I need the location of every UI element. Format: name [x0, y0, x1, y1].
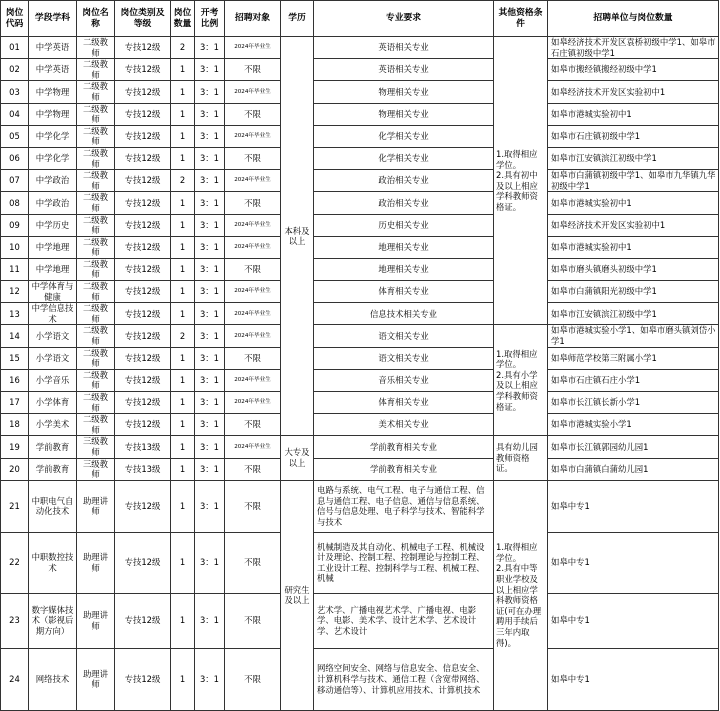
cell-ratio: 3：1 — [195, 648, 225, 710]
cell-units: 如皋市港城实验初中1 — [548, 192, 719, 214]
cell-target: 不限 — [225, 532, 281, 593]
cell-count: 1 — [171, 593, 195, 648]
table-row — [1, 170, 719, 192]
table-row — [1, 593, 719, 648]
cell-name: 二级教师 — [77, 392, 115, 414]
cell-code: 02 — [1, 59, 29, 81]
cell-target: 不限 — [225, 147, 281, 169]
header-target: 招聘对象 — [225, 1, 281, 37]
cell-major: 音乐相关专业 — [314, 369, 494, 391]
table-row — [1, 414, 719, 436]
cell-count: 1 — [171, 303, 195, 325]
cell-name: 二级教师 — [77, 81, 115, 103]
cell-target: 2024年毕业生 — [225, 37, 281, 59]
cell-major: 化学相关专业 — [314, 125, 494, 147]
cell-grade: 专技12级 — [115, 369, 171, 391]
table-row — [1, 281, 719, 303]
cell-ratio: 3：1 — [195, 214, 225, 236]
cell-subject: 中职数控技术 — [29, 532, 77, 593]
cell-subject: 小学体育 — [29, 392, 77, 414]
cell-code: 16 — [1, 369, 29, 391]
cell-units: 如皋市白蒲镇白蒲幼儿园1 — [548, 458, 719, 480]
cell-major: 美术相关专业 — [314, 414, 494, 436]
cell-grade: 专技12级 — [115, 414, 171, 436]
header-code: 岗位代码 — [1, 1, 29, 37]
cell-units: 如皋中专1 — [548, 593, 719, 648]
cell-units: 如皋市港城实验初中1 — [548, 236, 719, 258]
header-qualification: 其他资格条件 — [494, 1, 548, 37]
cell-subject: 中职电气自动化技术 — [29, 480, 77, 532]
table-row — [1, 125, 719, 147]
cell-qualification: 1.取得相应学位。 2.具有小学及以上相应学科教师资格证。 — [494, 325, 548, 436]
cell-subject: 学前教育 — [29, 436, 77, 458]
cell-ratio: 3：1 — [195, 325, 225, 347]
table-row — [1, 648, 719, 710]
cell-subject: 小学语文 — [29, 325, 77, 347]
cell-count: 1 — [171, 414, 195, 436]
cell-units: 如皋市白蒲镇阳光初级中学1 — [548, 281, 719, 303]
cell-units: 如皋市磨头镇磨头初级中学1 — [548, 258, 719, 280]
table-row — [1, 103, 719, 125]
cell-code: 04 — [1, 103, 29, 125]
cell-count: 1 — [171, 458, 195, 480]
cell-target: 不限 — [225, 480, 281, 532]
cell-code: 14 — [1, 325, 29, 347]
cell-major: 机械制造及其自动化、机械电子工程、机械设计及理论、控制工程、控制理论与控制工程、工业设计工程、控制科学与工程、机械工程、机械 — [314, 532, 494, 593]
cell-code: 03 — [1, 81, 29, 103]
cell-count: 1 — [171, 392, 195, 414]
cell-subject: 中学化学 — [29, 147, 77, 169]
cell-count: 2 — [171, 37, 195, 59]
cell-subject: 中学物理 — [29, 81, 77, 103]
cell-count: 1 — [171, 192, 195, 214]
cell-major: 政治相关专业 — [314, 192, 494, 214]
cell-target: 不限 — [225, 192, 281, 214]
cell-units: 如皋市江安镇滨江初级中学1 — [548, 147, 719, 169]
cell-major: 地理相关专业 — [314, 258, 494, 280]
cell-count: 1 — [171, 147, 195, 169]
table-row — [1, 303, 719, 325]
cell-subject: 中学体育与健康 — [29, 281, 77, 303]
cell-code: 10 — [1, 236, 29, 258]
cell-grade: 专技12级 — [115, 125, 171, 147]
cell-count: 2 — [171, 325, 195, 347]
cell-ratio: 3：1 — [195, 103, 225, 125]
cell-subject: 小学音乐 — [29, 369, 77, 391]
header-subject: 学段学科 — [29, 1, 77, 37]
table-row — [1, 147, 719, 169]
cell-code: 15 — [1, 347, 29, 369]
cell-units: 如皋市长江镇郭园幼儿园1 — [548, 436, 719, 458]
cell-name: 二级教师 — [77, 125, 115, 147]
cell-grade: 专技12级 — [115, 214, 171, 236]
cell-name: 二级教师 — [77, 369, 115, 391]
cell-target: 不限 — [225, 414, 281, 436]
cell-ratio: 3：1 — [195, 347, 225, 369]
cell-major: 信息技术相关专业 — [314, 303, 494, 325]
cell-grade: 专技12级 — [115, 303, 171, 325]
cell-target: 2024年毕业生 — [225, 392, 281, 414]
header-row — [1, 1, 719, 37]
cell-units: 如皋市白蒲镇初级中学1、如皋市九华镇九华初级中学1 — [548, 170, 719, 192]
cell-count: 1 — [171, 436, 195, 458]
table-row — [1, 532, 719, 593]
cell-count: 1 — [171, 281, 195, 303]
cell-units: 如皋经济技术开发区袁桥初级中学1、如皋市石庄镇初级中学1 — [548, 37, 719, 59]
cell-ratio: 3：1 — [195, 593, 225, 648]
cell-grade: 专技12级 — [115, 170, 171, 192]
table-row — [1, 59, 719, 81]
cell-count: 1 — [171, 369, 195, 391]
cell-code: 12 — [1, 281, 29, 303]
cell-major: 英语相关专业 — [314, 59, 494, 81]
cell-count: 1 — [171, 59, 195, 81]
cell-education: 大专及以上 — [281, 436, 314, 480]
cell-ratio: 3：1 — [195, 192, 225, 214]
table-row — [1, 480, 719, 532]
cell-ratio: 3：1 — [195, 170, 225, 192]
cell-code: 22 — [1, 532, 29, 593]
table-row — [1, 37, 719, 59]
cell-qualification: 1.取得相应学位。 2.具有中等职业学校及以上相应学科教师资格证(可在办理聘用手续后三年内取得)。 — [494, 480, 548, 710]
cell-name: 二级教师 — [77, 258, 115, 280]
table-row — [1, 325, 719, 347]
cell-target: 不限 — [225, 258, 281, 280]
cell-major: 语文相关专业 — [314, 325, 494, 347]
cell-code: 01 — [1, 37, 29, 59]
cell-subject: 中学政治 — [29, 170, 77, 192]
cell-ratio: 3：1 — [195, 458, 225, 480]
cell-name: 二级教师 — [77, 147, 115, 169]
cell-name: 二级教师 — [77, 236, 115, 258]
header-name: 岗位名称 — [77, 1, 115, 37]
cell-name: 助理讲师 — [77, 532, 115, 593]
cell-code: 24 — [1, 648, 29, 710]
cell-name: 二级教师 — [77, 325, 115, 347]
cell-units: 如皋市长江镇长新小学1 — [548, 392, 719, 414]
cell-target: 不限 — [225, 648, 281, 710]
cell-name: 二级教师 — [77, 37, 115, 59]
header-major: 专业要求 — [314, 1, 494, 37]
cell-subject: 中学化学 — [29, 125, 77, 147]
cell-subject: 中学地理 — [29, 236, 77, 258]
table-row — [1, 369, 719, 391]
cell-name: 三级教师 — [77, 436, 115, 458]
cell-ratio: 3：1 — [195, 436, 225, 458]
cell-count: 1 — [171, 480, 195, 532]
cell-count: 1 — [171, 125, 195, 147]
cell-name: 二级教师 — [77, 281, 115, 303]
cell-ratio: 3：1 — [195, 392, 225, 414]
cell-grade: 专技12级 — [115, 59, 171, 81]
cell-name: 二级教师 — [77, 214, 115, 236]
cell-major: 体育相关专业 — [314, 392, 494, 414]
cell-target: 2024年毕业生 — [225, 81, 281, 103]
cell-subject: 网络技术 — [29, 648, 77, 710]
cell-grade: 专技12级 — [115, 192, 171, 214]
cell-major: 体育相关专业 — [314, 281, 494, 303]
cell-ratio: 3：1 — [195, 37, 225, 59]
cell-code: 06 — [1, 147, 29, 169]
cell-grade: 专技12级 — [115, 81, 171, 103]
cell-grade: 专技12级 — [115, 593, 171, 648]
cell-units: 如皋经济技术开发区实验初中1 — [548, 81, 719, 103]
cell-ratio: 3：1 — [195, 236, 225, 258]
cell-major: 语文相关专业 — [314, 347, 494, 369]
cell-ratio: 3：1 — [195, 532, 225, 593]
table-row — [1, 214, 719, 236]
cell-education: 本科及以上 — [281, 37, 314, 436]
cell-grade: 专技12级 — [115, 392, 171, 414]
cell-code: 23 — [1, 593, 29, 648]
cell-target: 不限 — [225, 347, 281, 369]
cell-count: 1 — [171, 236, 195, 258]
cell-subject: 中学物理 — [29, 103, 77, 125]
cell-count: 2 — [171, 170, 195, 192]
cell-grade: 专技12级 — [115, 648, 171, 710]
cell-name: 二级教师 — [77, 414, 115, 436]
cell-subject: 中学地理 — [29, 258, 77, 280]
cell-target: 2024年毕业生 — [225, 125, 281, 147]
cell-count: 1 — [171, 648, 195, 710]
table-row — [1, 192, 719, 214]
cell-target: 不限 — [225, 458, 281, 480]
cell-name: 二级教师 — [77, 103, 115, 125]
header-count: 岗位数量 — [171, 1, 195, 37]
cell-major: 政治相关专业 — [314, 170, 494, 192]
cell-units: 如皋师范学校第三附属小学1 — [548, 347, 719, 369]
cell-count: 1 — [171, 214, 195, 236]
cell-grade: 专技12级 — [115, 532, 171, 593]
header-ratio: 开考比例 — [195, 1, 225, 37]
cell-grade: 专技13级 — [115, 436, 171, 458]
cell-grade: 专技12级 — [115, 347, 171, 369]
header-education: 学历 — [281, 1, 314, 37]
cell-ratio: 3：1 — [195, 125, 225, 147]
cell-ratio: 3：1 — [195, 414, 225, 436]
cell-target: 不限 — [225, 59, 281, 81]
cell-code: 17 — [1, 392, 29, 414]
table-row — [1, 258, 719, 280]
cell-ratio: 3：1 — [195, 281, 225, 303]
cell-name: 二级教师 — [77, 192, 115, 214]
cell-code: 08 — [1, 192, 29, 214]
cell-ratio: 3：1 — [195, 147, 225, 169]
cell-code: 19 — [1, 436, 29, 458]
cell-name: 三级教师 — [77, 458, 115, 480]
cell-grade: 专技12级 — [115, 281, 171, 303]
cell-units: 如皋市石庄镇石庄小学1 — [548, 369, 719, 391]
cell-name: 二级教师 — [77, 303, 115, 325]
cell-subject: 中学历史 — [29, 214, 77, 236]
cell-grade: 专技12级 — [115, 147, 171, 169]
cell-target: 2024年毕业生 — [225, 281, 281, 303]
cell-target: 2024年毕业生 — [225, 325, 281, 347]
cell-major: 电路与系统、电气工程、电子与通信工程、信息与通信工程、电子信息、通信与信息系统、信号与信息处理、电子科学与技术、智能科学与技术 — [314, 480, 494, 532]
cell-code: 13 — [1, 303, 29, 325]
cell-grade: 专技12级 — [115, 103, 171, 125]
cell-major: 物理相关专业 — [314, 103, 494, 125]
cell-ratio: 3：1 — [195, 258, 225, 280]
cell-major: 物理相关专业 — [314, 81, 494, 103]
cell-major: 网络空间安全、网络与信息安全、信息安全、计算机科学与技术、通信工程（含宽带网络、移动通信等）、计算机应用技术、计算机技术 — [314, 648, 494, 710]
cell-ratio: 3：1 — [195, 303, 225, 325]
cell-subject: 小学美术 — [29, 414, 77, 436]
cell-units: 如皋市石庄镇初级中学1 — [548, 125, 719, 147]
cell-code: 09 — [1, 214, 29, 236]
cell-major: 历史相关专业 — [314, 214, 494, 236]
cell-major: 学前教育相关专业 — [314, 458, 494, 480]
cell-units: 如皋中专1 — [548, 480, 719, 532]
cell-count: 1 — [171, 347, 195, 369]
cell-education: 研究生及以上 — [281, 480, 314, 710]
table-row — [1, 81, 719, 103]
cell-qualification: 1.取得相应学位。 2.具有初中及以上相应学科教师资格证。 — [494, 37, 548, 325]
cell-name: 助理讲师 — [77, 648, 115, 710]
cell-major: 艺术学、广播电视艺术学、广播电视、电影学、电影、美术学、设计艺术学、艺术设计学、艺术设计 — [314, 593, 494, 648]
cell-grade: 专技12级 — [115, 325, 171, 347]
table-row — [1, 236, 719, 258]
cell-code: 07 — [1, 170, 29, 192]
table-row — [1, 436, 719, 458]
cell-target: 2024年毕业生 — [225, 170, 281, 192]
cell-count: 1 — [171, 532, 195, 593]
cell-grade: 专技12级 — [115, 37, 171, 59]
cell-target: 2024年毕业生 — [225, 369, 281, 391]
table-row — [1, 392, 719, 414]
cell-name: 二级教师 — [77, 170, 115, 192]
cell-qualification: 具有幼儿园教师资格证。 — [494, 436, 548, 480]
cell-target: 不限 — [225, 103, 281, 125]
cell-subject: 中学信息技术 — [29, 303, 77, 325]
cell-subject: 中学英语 — [29, 59, 77, 81]
cell-name: 二级教师 — [77, 59, 115, 81]
cell-grade: 专技13级 — [115, 458, 171, 480]
cell-subject: 中学英语 — [29, 37, 77, 59]
cell-ratio: 3：1 — [195, 369, 225, 391]
table-row — [1, 347, 719, 369]
cell-major: 英语相关专业 — [314, 37, 494, 59]
cell-units: 如皋市港城实验小学1 — [548, 414, 719, 436]
cell-target: 2024年毕业生 — [225, 303, 281, 325]
cell-count: 1 — [171, 103, 195, 125]
header-units: 招聘单位与岗位数量 — [548, 1, 719, 37]
cell-units: 如皋市港城实验小学1、如皋市磨头镇刘岱小学1 — [548, 325, 719, 347]
cell-ratio: 3：1 — [195, 480, 225, 532]
cell-target: 2024年毕业生 — [225, 236, 281, 258]
cell-units: 如皋中专1 — [548, 532, 719, 593]
cell-name: 二级教师 — [77, 347, 115, 369]
cell-target: 2024年毕业生 — [225, 214, 281, 236]
cell-major: 学前教育相关专业 — [314, 436, 494, 458]
cell-target: 2024年毕业生 — [225, 436, 281, 458]
table-row — [1, 458, 719, 480]
cell-subject: 学前教育 — [29, 458, 77, 480]
cell-subject: 数字媒体技术（影视后期方向） — [29, 593, 77, 648]
cell-name: 助理讲师 — [77, 593, 115, 648]
cell-ratio: 3：1 — [195, 81, 225, 103]
cell-units: 如皋市港城实验初中1 — [548, 103, 719, 125]
cell-name: 助理讲师 — [77, 480, 115, 532]
header-grade: 岗位类别及等级 — [115, 1, 171, 37]
cell-code: 11 — [1, 258, 29, 280]
cell-units: 如皋经济技术开发区实验初中1 — [548, 214, 719, 236]
cell-grade: 专技12级 — [115, 258, 171, 280]
cell-count: 1 — [171, 81, 195, 103]
cell-subject: 小学语文 — [29, 347, 77, 369]
cell-count: 1 — [171, 258, 195, 280]
cell-subject: 中学政治 — [29, 192, 77, 214]
cell-target: 不限 — [225, 593, 281, 648]
cell-grade: 专技12级 — [115, 480, 171, 532]
cell-major: 地理相关专业 — [314, 236, 494, 258]
cell-units: 如皋中专1 — [548, 648, 719, 710]
cell-code: 21 — [1, 480, 29, 532]
cell-major: 化学相关专业 — [314, 147, 494, 169]
cell-code: 20 — [1, 458, 29, 480]
cell-code: 18 — [1, 414, 29, 436]
cell-units: 如皋市搬经镇搬经初级中学1 — [548, 59, 719, 81]
cell-ratio: 3：1 — [195, 59, 225, 81]
cell-grade: 专技12级 — [115, 236, 171, 258]
cell-code: 05 — [1, 125, 29, 147]
cell-units: 如皋市江安镇滨江初级中学1 — [548, 303, 719, 325]
